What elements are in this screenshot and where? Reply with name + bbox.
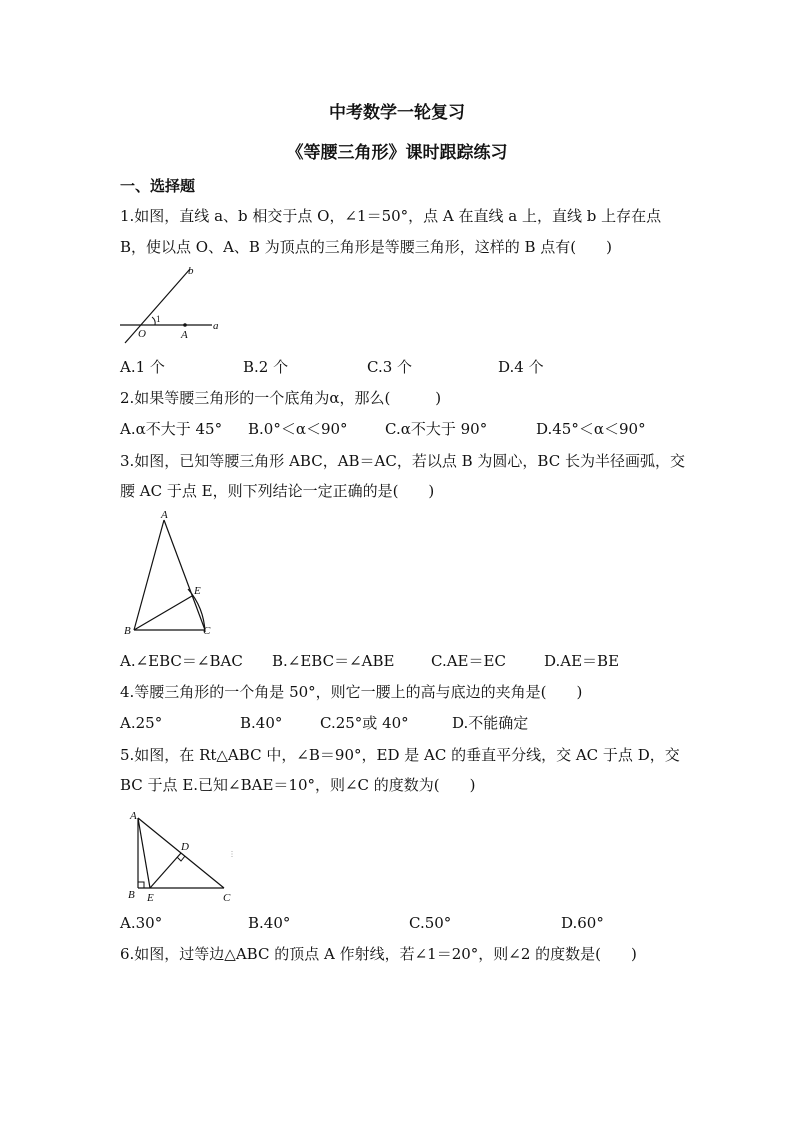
q5-option-a: A.30° [120, 914, 163, 932]
q5-figure [125, 810, 240, 905]
q5-option-b: B.40° [248, 914, 291, 932]
label-o: O [138, 328, 146, 340]
q1-option-b: B.2 个 [243, 358, 289, 376]
q1-figure [115, 265, 225, 345]
label-b: B [124, 625, 131, 637]
segment-ae [138, 818, 150, 888]
label-c: C [223, 892, 231, 904]
q1-option-c: C.3 个 [367, 358, 413, 376]
q4-option-d: D.不能确定 [452, 714, 529, 732]
q2-option-c: C.α不大于 90° [385, 420, 488, 438]
q5-option-d: D.60° [561, 914, 604, 932]
label-a: A [130, 810, 137, 822]
label-c: C [203, 625, 211, 637]
page-subtitle: 《等腰三角形》课时跟踪练习 [286, 143, 508, 163]
label-e: E [194, 585, 201, 597]
q2-text-line1: 2.如果等腰三角形的一个底角为α，那么( ) [120, 389, 442, 407]
q1-text-line1: 1.如图，直线 a、b 相交于点 O，∠1＝50°，点 A 在直线 a 上，直线 b 上存在点 [120, 207, 662, 225]
label-angle-1: 1 [156, 314, 161, 324]
q5-text-line2: BC 于点 E.已知∠BAE＝10°，则∠C 的度数为( ) [120, 776, 476, 794]
q4-option-c: C.25°或 40° [320, 714, 409, 732]
label-point-a: A [181, 329, 188, 341]
section-heading: 一、选择题 [120, 177, 196, 195]
q6-text-line1: 6.如图，过等边△ABC 的顶点 A 作射线，若∠1＝20°，则∠2 的度数是( ) [120, 945, 637, 963]
q3-option-b: B.∠EBC＝∠ABE [272, 652, 395, 670]
q3-text-line1: 3.如图，已知等腰三角形 ABC，AB＝AC，若以点 B 为圆心，BC 长为半径画弧，交 [120, 452, 685, 470]
angle-1-arc [152, 317, 155, 325]
q5-option-c: C.50° [409, 914, 452, 932]
q2-option-d: D.45°＜α＜90° [536, 420, 646, 438]
q1-option-a: A.1 个 [120, 358, 165, 376]
q3-option-a: A.∠EBC＝∠BAC [120, 652, 243, 670]
label-d: D [181, 841, 189, 853]
segment-be [134, 596, 192, 630]
label-e: E [147, 892, 154, 904]
q4-text-line1: 4.等腰三角形的一个角是 50°，则它一腰上的高与底边的夹角是( ) [120, 683, 583, 701]
q5-text-line1: 5.如图，在 Rt△ABC 中，∠B＝90°，ED 是 AC 的垂直平分线，交 AC 于点 D，交 [120, 746, 680, 764]
q3-figure [120, 510, 220, 640]
q2-option-b: B.0°＜α＜90° [248, 420, 348, 438]
right-angle-b [138, 882, 144, 888]
label-b: b [188, 265, 194, 277]
q3-text-line2: 腰 AC 于点 E，则下列结论一定正确的是( ) [120, 482, 435, 500]
label-b: B [128, 889, 135, 901]
q1-option-d: D.4 个 [498, 358, 544, 376]
q1-text-line2: B，使以点 O、A、B 为顶点的三角形是等腰三角形，这样的 B 点有( ) [120, 238, 612, 256]
segment-ed [150, 853, 181, 888]
q3-option-d: D.AE＝BE [544, 652, 620, 670]
side-ac [164, 520, 205, 630]
point-a [183, 323, 187, 327]
label-a: A [161, 509, 168, 521]
q4-option-b: B.40° [240, 714, 283, 732]
side-ab [134, 520, 164, 630]
q3-option-c: C.AE＝EC [431, 652, 506, 670]
page-title: 中考数学一轮复习 [329, 103, 465, 123]
q4-option-a: A.25° [120, 714, 163, 732]
q2-option-a: A.α不大于 45° [120, 420, 223, 438]
label-a: a [213, 320, 219, 332]
